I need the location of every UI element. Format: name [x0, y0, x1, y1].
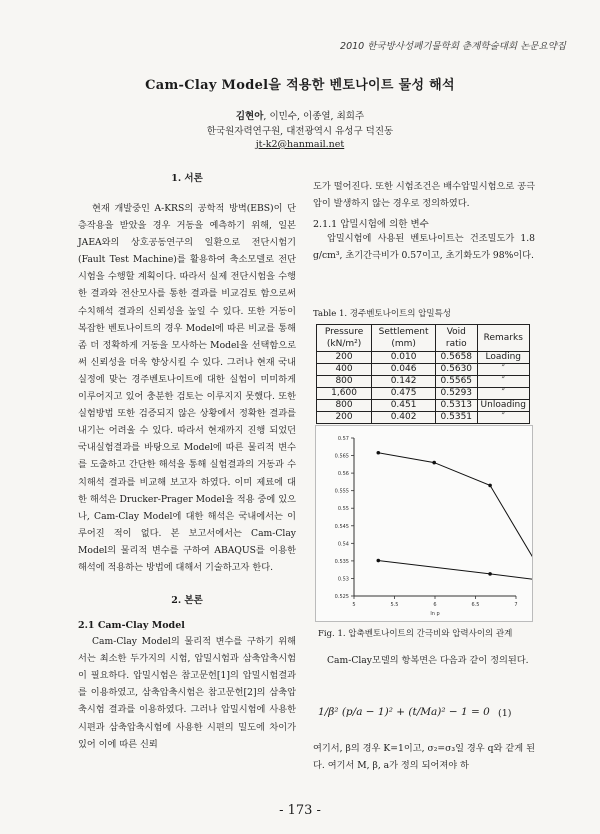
table-caption: Table 1. 경주벤토나이트의 압밀특성 [313, 309, 452, 319]
figure-frame [315, 425, 533, 622]
table-cell: 0.5658 [436, 352, 477, 364]
x-tick-label: 5 [352, 602, 356, 608]
author-email[interactable]: jt-k2@hanmail.net [255, 139, 345, 150]
right-column-lower [313, 652, 535, 669]
x-tick-label: 6.5 [471, 602, 480, 608]
figure-caption: Fig. 1. 압축벤토나이트의 간극비와 압력사이의 관계 [318, 629, 513, 639]
running-header: 2010 한국방사성폐기물학회 춘계학술대회 논문요약집 [340, 41, 566, 52]
table-cell: 0.046 [372, 364, 436, 376]
x-tick-label: 7 [514, 602, 518, 608]
table-row [317, 352, 530, 364]
table-header-cell: Settlement (mm) [372, 325, 436, 352]
table-cell: 200 [317, 412, 372, 424]
data-point [377, 559, 381, 563]
intro-paragraph: 현재 개발중인 A-KRS의 공학적 방벽(EBS)이 단층작용을 받았을 경우 거동을 예측하기 위해, 일본 JAEA와의 상호공동연구의 일환으로 전단시험기(Fault Test Machine)를 활용하여 축소모델로 전단시험을 수행할 계획이다. 따라서 실제 전단시험을 수행한 결과와 전산모사를 통한 결과를 비교검토 함으로써 수치해석 결과의 신뢰성을 높일 수 있다. 또한 거동이 복잡한 벤토나이트의 경우 Model에 따른 비교를 통해 좀 더 정확하게 거동을 모사하는 Model을 선택함으로써 신뢰성을 더욱 향상시킬 수 있다. 그러나 현재 국내실정에 맞는 경주벤토나이트에 대한 실험이 미미하게 이루어지고 있어 충분한 검토는 이루지지 못했다. 또한 실험방법 또한 검증되지 않은 상황에서 정확한 결과를 내기는 어려울 수 있다. 따라서 현재까지 진행 되었던 국내실험결과를 바탕으로 Model에 따른 물리적 변수를 도출하고 간단한 해석을 통해 실험결과의 거동과 수치해석 결과를 비교해 보고자 하였다. 이미 제료에 대한 해석은 Drucker-Prager Model을 적용 중에 있으나, Cam-Clay Model에 대한 해석은 국내에서는 이루어진 적이 없다. 본 보고서에서는 Cam-Clay Model의 물리적 변수를 구하여 ABAQUS를 이용한 해석에 적용하는 방법에 대해서 기술하고자 한다. [78, 203, 296, 573]
co-authors: , 이민수, 이종열, 최희주 [263, 111, 365, 122]
yield-surface-paragraph: Cam-Clay모델의 항복면은 다음과 같이 정의된다. [327, 655, 529, 666]
void-ratio-chart [316, 426, 532, 621]
y-tick-label: 0.565 [334, 453, 349, 460]
table-cell: 1,600 [317, 388, 372, 400]
table-cell: 0.5630 [436, 364, 477, 376]
table-cell: 0.451 [372, 400, 436, 412]
y-tick-label: 0.525 [334, 594, 349, 600]
table-cell: 0.5313 [436, 400, 477, 412]
authors [0, 108, 600, 122]
y-tick-label: 0.535 [334, 558, 349, 565]
table-cell: 800 [317, 376, 372, 388]
table-cell: 0.402 [372, 412, 436, 424]
table-cell: ″ [477, 388, 529, 400]
series-line [378, 453, 532, 581]
table-cell: 0.5293 [436, 388, 477, 400]
right-column [313, 178, 535, 264]
lead-author: 김현아 [235, 111, 264, 122]
left-column [78, 170, 296, 753]
subsection-heading-consolidation: 2.1.1 압밀시험에 의한 변수 [313, 219, 429, 231]
data-point [377, 451, 381, 455]
table-cell: 0.5565 [436, 376, 477, 388]
table-header-cell: Pressure (kN/m²) [317, 325, 372, 352]
consolidation-paragraph: 압밀시험에 사용된 벤토나이트는 건조밀도가 1.8 g/cm³, 초기간극비가 0.57이고, 초기화도가 98%이다. [313, 233, 535, 262]
y-tick-label: 0.53 [337, 576, 349, 583]
x-tick-label: 5.5 [390, 602, 399, 608]
affiliation: 한국원자력연구원, 대전광역시 유성구 덕진동 [206, 126, 394, 137]
table-cell: 200 [317, 352, 372, 364]
table-cell: 0.475 [372, 388, 436, 400]
table-cell: ″ [477, 364, 529, 376]
table-row [317, 412, 530, 424]
yield-equation: 1/β² (p/a − 1)² + (t/Ma)² − 1 = 0 [318, 706, 490, 718]
section-heading-intro: 1. 서론 [171, 173, 203, 184]
equation-number: (1) [498, 708, 512, 719]
table-row [317, 400, 530, 412]
table-header-row [317, 325, 530, 352]
table-cell: 0.5351 [436, 412, 477, 424]
table-header-cell: Remarks [477, 325, 529, 352]
consolidation-table [316, 324, 530, 424]
y-tick-label: 0.55 [337, 506, 349, 513]
section-heading-body: 2. 본론 [171, 595, 203, 607]
data-point [488, 484, 492, 488]
table-cell: 800 [317, 400, 372, 412]
subsection-heading-camclay: 2.1 Cam-Clay Model [78, 620, 185, 632]
x-axis-label: ln p [430, 611, 440, 617]
table-cell: ″ [477, 376, 529, 388]
definition-paragraph: 여기서, β의 경우 K=1이고, σ₂=σ₃일 경우 q와 같게 된다. 여기서 M, β, a가 정의 되어져야 하 [313, 743, 535, 772]
table-cell: 0.010 [372, 352, 436, 364]
table-cell: 400 [317, 364, 372, 376]
table-row [317, 376, 530, 388]
data-point [432, 461, 436, 465]
y-tick-label: 0.56 [337, 471, 349, 478]
y-tick-label: 0.57 [337, 436, 349, 442]
right-column-end [313, 740, 535, 774]
table-cell: Loading [477, 352, 529, 364]
y-tick-label: 0.545 [334, 523, 349, 530]
y-tick-label: 0.555 [334, 488, 349, 495]
x-tick-label: 6 [433, 602, 437, 608]
table-header-cell: Void ratio [436, 325, 477, 352]
continued-paragraph: 도가 떨어진다. 또한 시험조건은 배수압밀시험으로 공극압이 발생하지 않는 경우로 정의하였다. [313, 181, 535, 210]
camclay-paragraph: Cam-Clay Model의 물리적 변수를 구하기 위해서는 최소한 두가지의 시험, 압밀시험과 삼축압축시험이 필요하다. 압밀시험은 참고문헌[1]의 압밀시험결과를 이용하였고, 삼축압축시험은 참고문헌[2]의 삼축압축시험 결과를 이용하였다. 그러나 압밀시험에 사용한 시편과 삼축압축시험에 사용한 시편의 밀도에 차이가 있어 이에 따른 신뢰 [78, 636, 296, 750]
table-cell: 0.142 [372, 376, 436, 388]
data-point [488, 572, 492, 576]
page-number: - 173 - [279, 803, 321, 818]
paper-title: Cam-Clay Model을 적용한 벤토나이트 물성 해석 [145, 78, 455, 93]
table-cell: ″ [477, 412, 529, 424]
table-row [317, 364, 530, 376]
table-row [317, 388, 530, 400]
y-tick-label: 0.54 [337, 541, 349, 548]
table-cell: Unloading [477, 400, 529, 412]
